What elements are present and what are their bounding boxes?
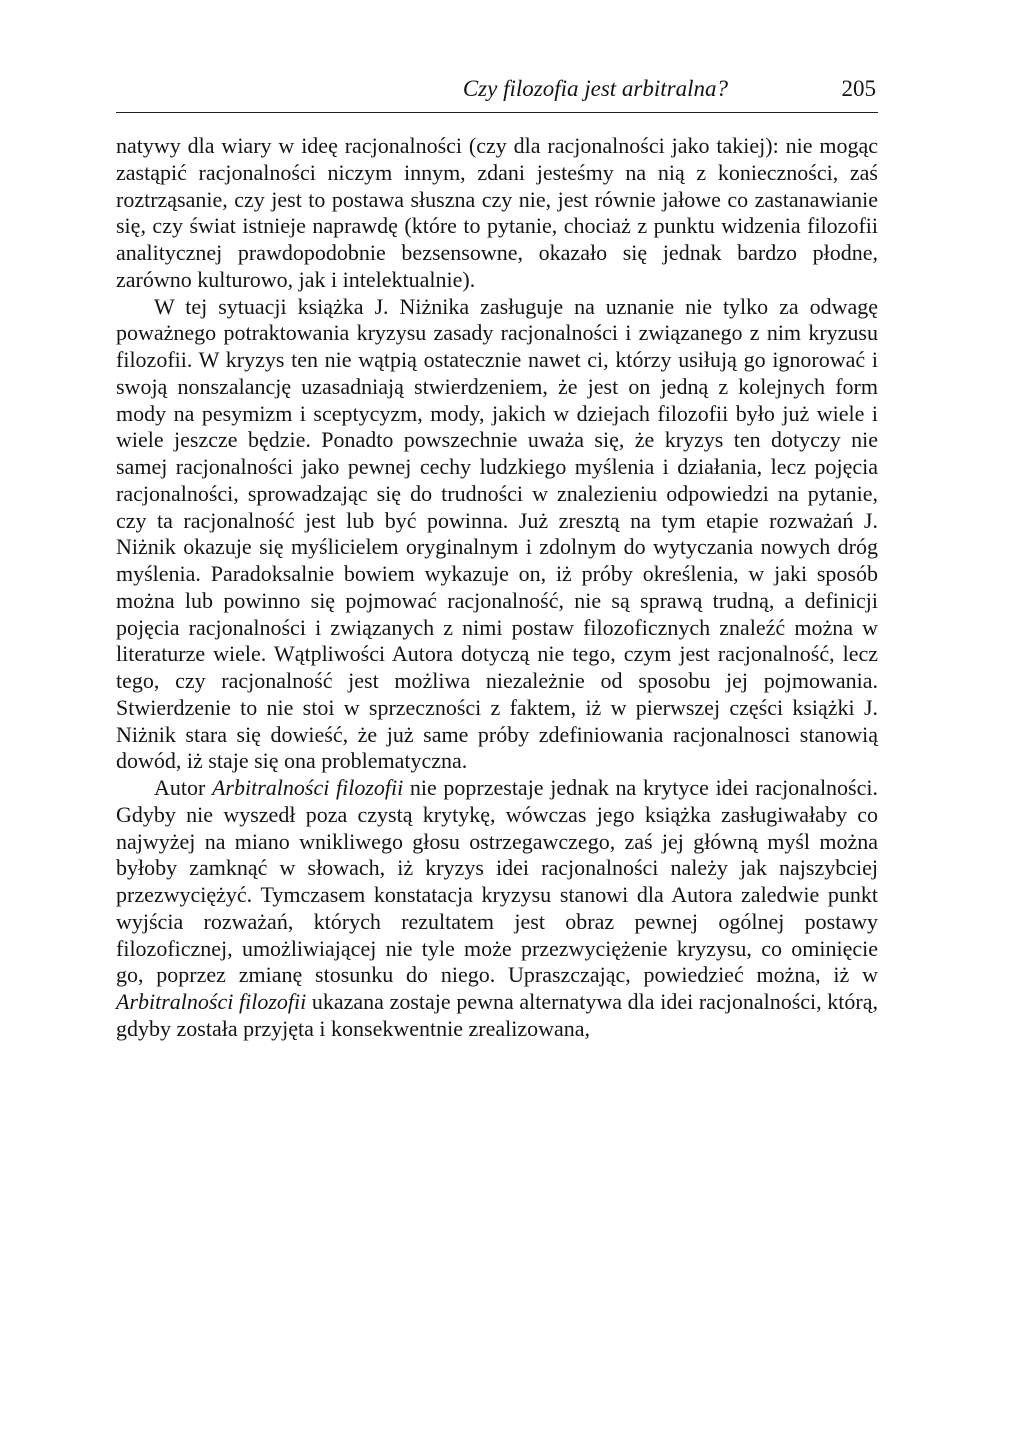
paragraph-3-text-b: nie poprzestaje jednak na krytyce idei racjonalności. Gdyby nie wyszedł poza czystą krytykę, wówczas jego książka zasługiwałaby co najwyżej na miano wnikliwego głosu ostrzegawczego, zaś jej główną myśl można byłoby zamknąć w słowach, iż kryzys idei racjonalności należy jak najszybciej przezwyciężyć. Tymczasem konstatacja kryzysu stanowi dla Autora zaledwie punkt wyjścia rozważań, których rezultatem jest obraz pewnej ogólnej postawy filozoficznej, umożliwiającej nie tyle może przezwyciężenie kryzysu, co ominięcie go, poprzez zmianę stosunku do niego. Upraszczając, powiedzieć można, iż w bbox=[116, 775, 878, 988]
paragraph-3 bbox=[116, 775, 878, 1043]
paragraph-2 bbox=[116, 294, 878, 776]
paragraph-1 bbox=[116, 133, 878, 294]
book-title-italic: Arbitralności filozofii bbox=[116, 989, 307, 1014]
page-number: 205 bbox=[841, 76, 876, 101]
paragraph-3-text-c: ukazana zostaje pewna alternatywa dla idei racjonalności, którą, gdyby została przyjęta i konsekwentnie zrealizowana, bbox=[116, 989, 878, 1041]
running-header bbox=[116, 70, 878, 113]
paragraph-3-text-a: Autor bbox=[154, 775, 212, 800]
paragraph-1-text: natywy dla wiary w ideę racjonalności (czy dla racjonalności jako takiej): nie mogąc zastąpić racjonalności niczym innym, zdani jesteśmy na nią z konieczności, zaś roztrząsanie, czy jest to postawa słuszna czy nie, jest równie jałowe co zastanawianie się, czy świat istnieje naprawdę (które to pytanie, chociaż z punktu widzenia filozofii analitycznej prawdopodobnie bezsensowne, okazało się jednak bardzo płodne, zarówno kulturowo, jak i intelektualnie). bbox=[116, 133, 878, 292]
paragraph-2-text: W tej sytuacji książka J. Niżnika zasługuje na uznanie nie tylko za odwagę poważnego potraktowania kryzysu zasady racjonalności i związanego z nim kryzusu filozofii. W kryzys ten nie wątpią ostatecznie nawet ci, którzy usiłują go ignorować i swoją nonszalancję uzasadniają stwierdzeniem, że jest on jedną z kolejnych form mody na pesymizm i sceptycyzm, mody, jakich w dziejach filozofii było już wiele i wiele jeszcze będzie. Ponadto powszechnie uważa się, że kryzys ten dotyczy nie samej racjonalności jako pewnej cechy ludzkiego myślenia i działania, lecz pojęcia racjonalności, sprowadzając się do trudności w znalezieniu odpowiedzi na pytanie, czy ta racjonalność jest lub być powinna. Już zresztą na tym etapie rozważań J. Niżnik okazuje się myślicielem oryginalnym i zdolnym do wytyczania nowych dróg myślenia. Paradoksalnie bowiem wykazuje on, iż próby określenia, w jaki sposób można lub powinno się pojmować racjonalność, nie są sprawą trudną, a definicji pojęcia racjonalności i związanych z nimi postaw filozoficznych znaleźć można w literaturze wiele. Wątpliwości Autora dotyczą nie tego, czym jest racjonalność, lecz tego, czy racjonalność jest możliwa niezależnie od sposobu jej pojmowania. Stwierdzenie to nie stoi w sprzeczności z faktem, iż w pierwszej części książki J. Niżnik stara się dowieść, że już same próby zdefiniowania racjonalnosci stanowią dowód, iż staje się ona problematyczna. bbox=[116, 293, 878, 774]
book-title-italic: Arbitralności filozofii bbox=[211, 775, 404, 800]
running-title: Czy filozofia jest arbitralna? bbox=[462, 76, 728, 101]
book-page bbox=[116, 70, 878, 1043]
body-text bbox=[116, 133, 878, 1043]
